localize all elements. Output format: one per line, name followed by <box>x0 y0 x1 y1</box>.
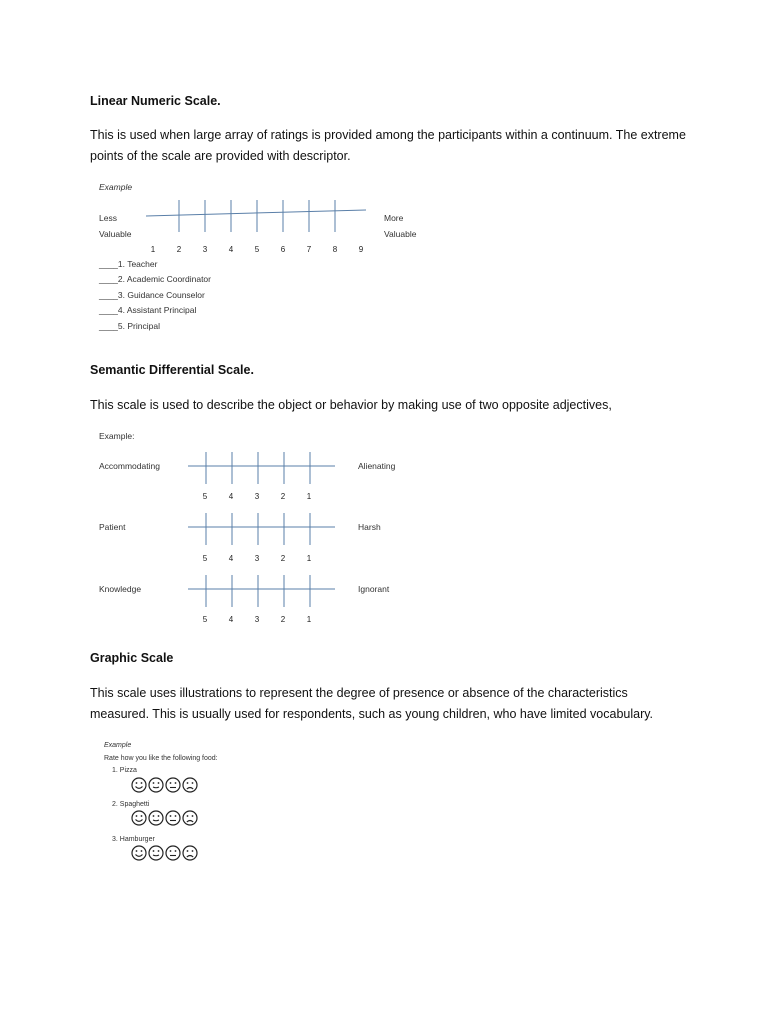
linear-left-descriptor-2: Valuable <box>99 229 132 239</box>
linear-item-2: ____2. Academic Coordinator <box>99 274 211 284</box>
graphic-food-3: 3. Hamburger <box>112 836 155 843</box>
linear-number-5: 5 <box>254 245 260 254</box>
smile-icon <box>131 777 147 793</box>
semantic-row-3-scale <box>185 573 340 609</box>
semantic-row-1-left: Accommodating <box>99 461 160 471</box>
graphic-scale-heading: Graphic Scale <box>90 651 174 665</box>
frown-icon <box>182 845 198 861</box>
linear-number-3: 3 <box>202 245 208 254</box>
linear-number-8: 8 <box>332 245 338 254</box>
semantic-row-3-right: Ignorant <box>358 584 390 594</box>
linear-item-1: ____1. Teacher <box>99 259 158 269</box>
linear-example-label: Example <box>99 182 133 192</box>
semantic-row-3-number-2: 2 <box>280 615 286 624</box>
linear-item-4: ____4. Assistant Principal <box>99 305 197 315</box>
graphic-food-3-faces <box>131 845 198 861</box>
linear-right-descriptor-2: Valuable <box>384 229 417 239</box>
neutral-smile-icon <box>148 810 164 826</box>
neutral-icon <box>165 810 181 826</box>
linear-scale-line <box>140 198 380 234</box>
neutral-icon <box>165 845 181 861</box>
linear-left-descriptor-1: Less <box>99 213 117 223</box>
semantic-scale-heading: Semantic Differential Scale. <box>90 363 254 377</box>
semantic-row-1-number-5: 5 <box>202 492 208 501</box>
graphic-food-1: 1. Pizza <box>112 767 137 774</box>
semantic-scale-description: This scale is used to describe the object or behavior by making use of two opposite adjectives, <box>90 398 612 412</box>
linear-scale-description: This is used when large array of ratings is provided among the participants within a continuum. The extreme points of the scale are provided with descriptor. <box>90 128 686 163</box>
linear-item-3: ____3. Guidance Counselor <box>99 290 205 300</box>
graphic-food-1-faces <box>131 777 198 793</box>
semantic-row-2-right: Harsh <box>358 522 381 532</box>
semantic-example-label: Example: <box>99 431 135 441</box>
semantic-row-2-number-3: 3 <box>254 554 260 563</box>
linear-number-7: 7 <box>306 245 312 254</box>
semantic-row-2-number-1: 1 <box>306 554 312 563</box>
linear-item-5: ____5. Principal <box>99 321 160 331</box>
linear-number-9: 9 <box>358 245 364 254</box>
linear-scale-heading: Linear Numeric Scale. <box>90 94 221 108</box>
linear-number-1: 1 <box>150 245 156 254</box>
semantic-row-1-scale <box>185 450 340 486</box>
graphic-scale-description: This scale uses illustrations to represent the degree of presence or absence of the characteristics measured. This is usually used for respondents, such as young children, who have limited vocabulary. <box>90 686 654 721</box>
semantic-row-2-number-5: 5 <box>202 554 208 563</box>
semantic-row-2-number-4: 4 <box>228 554 234 563</box>
semantic-row-1-number-2: 2 <box>280 492 286 501</box>
smile-icon <box>131 845 147 861</box>
semantic-row-3-number-5: 5 <box>202 615 208 624</box>
frown-icon <box>182 810 198 826</box>
linear-number-6: 6 <box>280 245 286 254</box>
semantic-row-3-number-1: 1 <box>306 615 312 624</box>
neutral-smile-icon <box>148 777 164 793</box>
semantic-row-2-left: Patient <box>99 522 126 532</box>
graphic-food-2: 2. Spaghetti <box>112 801 150 808</box>
graphic-prompt: Rate how you like the following food: <box>104 755 218 762</box>
neutral-smile-icon <box>148 845 164 861</box>
semantic-row-2-scale <box>185 511 340 547</box>
smile-icon <box>131 810 147 826</box>
graphic-example-label: Example <box>104 742 132 749</box>
linear-number-2: 2 <box>176 245 182 254</box>
semantic-row-3-number-4: 4 <box>228 615 234 624</box>
semantic-row-1-number-1: 1 <box>306 492 312 501</box>
frown-icon <box>182 777 198 793</box>
semantic-row-2-number-2: 2 <box>280 554 286 563</box>
neutral-icon <box>165 777 181 793</box>
semantic-row-1-number-4: 4 <box>228 492 234 501</box>
graphic-food-2-faces <box>131 810 198 826</box>
semantic-row-1-right: Alienating <box>358 461 396 471</box>
semantic-row-3-number-3: 3 <box>254 615 260 624</box>
semantic-row-3-left: Knowledge <box>99 584 142 594</box>
semantic-row-1-number-3: 3 <box>254 492 260 501</box>
linear-number-4: 4 <box>228 245 234 254</box>
linear-right-descriptor-1: More <box>384 213 404 223</box>
